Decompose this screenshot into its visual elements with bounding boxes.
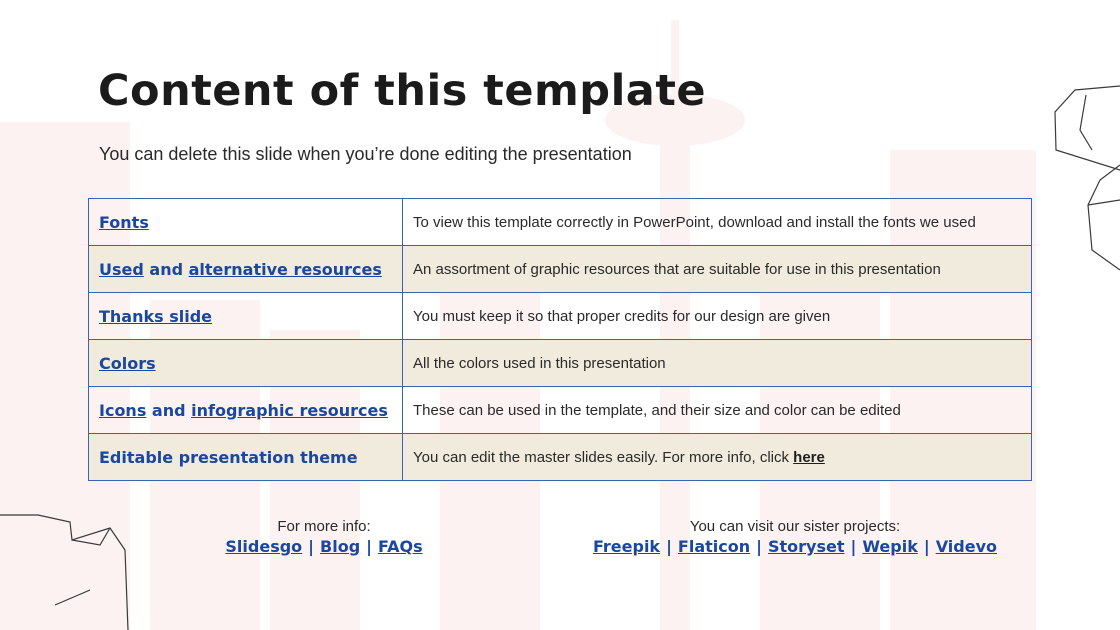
- separator: |: [756, 537, 762, 556]
- row-description: To view this template correctly in PowerPoint, download and install the fonts we used: [403, 199, 1032, 246]
- separator: |: [366, 537, 372, 556]
- used-resources-link[interactable]: Used: [99, 259, 144, 279]
- row-description-text: You can edit the master slides easily. For more info, click: [413, 448, 794, 466]
- fonts-link[interactable]: Fonts: [99, 212, 149, 232]
- more-info-label: For more info:: [277, 518, 371, 535]
- row-description: An assortment of graphic resources that are suitable for use in this presentation: [403, 246, 1032, 293]
- separator: |: [666, 537, 672, 556]
- table-row: [89, 199, 1032, 246]
- table-row: [89, 387, 1032, 434]
- row-label-cell: [89, 293, 403, 340]
- table-row: [89, 246, 1032, 293]
- blog-link[interactable]: Blog: [320, 537, 361, 556]
- slidesgo-link[interactable]: Slidesgo: [225, 537, 303, 556]
- table-row: [89, 340, 1032, 387]
- separator: |: [308, 537, 315, 556]
- separator: |: [850, 537, 857, 556]
- sister-projects-label: You can visit our sister projects:: [689, 518, 901, 535]
- editable-theme-label: Editable presentation theme: [99, 447, 358, 467]
- videvo-link[interactable]: Videvo: [935, 537, 997, 556]
- freepik-link[interactable]: Freepik: [592, 537, 661, 556]
- table-row: [89, 293, 1032, 340]
- row-description: You must keep it so that proper credits for our design are given: [403, 293, 1032, 340]
- row-label-cell: [89, 387, 403, 434]
- and-text: and: [143, 259, 189, 279]
- faqs-link[interactable]: FAQs: [377, 537, 423, 556]
- row-label-cell: [89, 199, 403, 246]
- row-label-cell: [89, 246, 403, 293]
- row-description: [403, 434, 1032, 481]
- and-text: and: [146, 400, 192, 420]
- here-link[interactable]: here: [793, 448, 825, 466]
- row-label-cell: [89, 434, 403, 481]
- row-description: These can be used in the template, and their size and color can be edited: [403, 387, 1032, 434]
- row-description: All the colors used in this presentation: [403, 340, 1032, 387]
- sister-projects-block: [585, 518, 1005, 556]
- wepik-link[interactable]: Wepik: [862, 537, 918, 556]
- row-label-cell: [89, 340, 403, 387]
- alternative-resources-link[interactable]: alternative resources: [188, 259, 382, 279]
- storyset-link[interactable]: Storyset: [767, 537, 845, 556]
- thanks-slide-link[interactable]: Thanks slide: [99, 306, 213, 326]
- sister-projects-links: [585, 537, 1005, 556]
- page-title: Content of this template: [98, 66, 707, 116]
- colors-link[interactable]: Colors: [99, 353, 156, 373]
- more-info-block: [224, 518, 424, 556]
- infographic-resources-link[interactable]: infographic resources: [191, 400, 388, 420]
- separator: |: [923, 537, 930, 556]
- page-subtitle: You can delete this slide when you’re done editing the presentation: [99, 144, 632, 164]
- content-table: [88, 198, 1032, 481]
- flaticon-link[interactable]: Flaticon: [677, 537, 751, 556]
- more-info-links: [224, 537, 424, 556]
- table-row: [89, 434, 1032, 481]
- icons-link[interactable]: Icons: [99, 400, 147, 420]
